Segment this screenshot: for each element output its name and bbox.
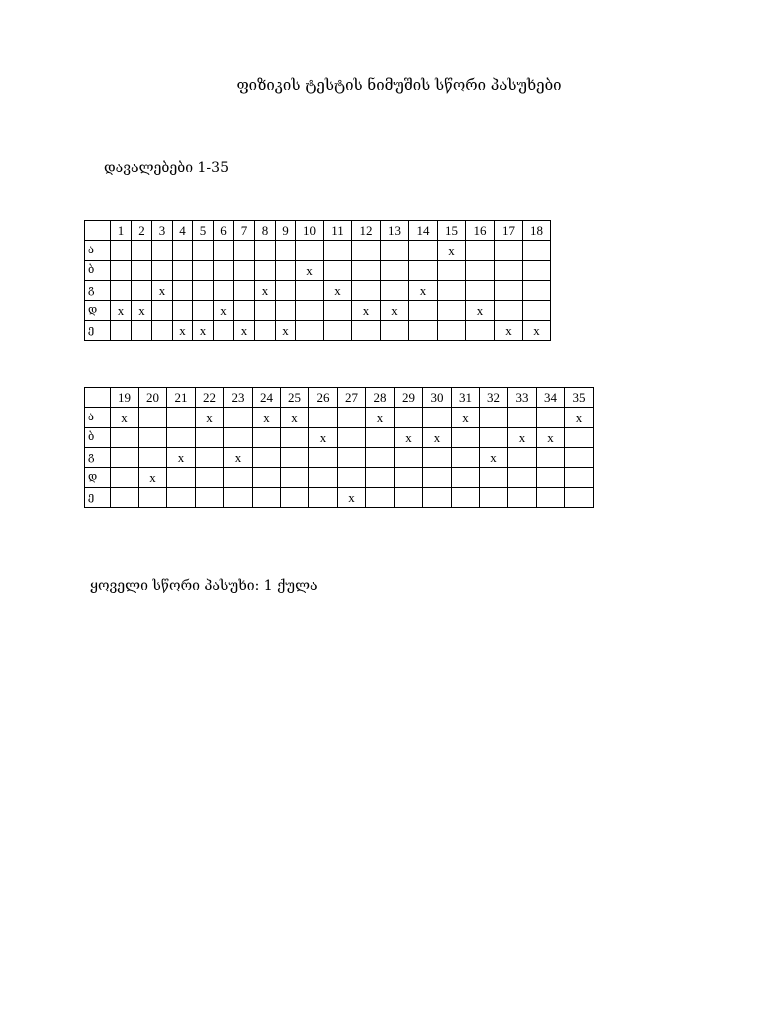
- option-label: ა: [85, 408, 111, 428]
- question-number-row: [85, 388, 594, 408]
- answer-cell: [253, 488, 281, 508]
- answer-cell: [452, 448, 480, 468]
- question-number-10: 10: [296, 221, 324, 241]
- answer-cell: [214, 241, 234, 261]
- answer-cell: [234, 241, 255, 261]
- answer-cell: [281, 468, 309, 488]
- answer-cell: [139, 428, 167, 448]
- option-row: [85, 488, 594, 508]
- answer-cell: [495, 261, 523, 281]
- answer-cell: [255, 321, 276, 341]
- question-number-14: 14: [409, 221, 438, 241]
- answer-table-1-18: [84, 220, 551, 341]
- answer-cell: [111, 281, 132, 301]
- tasks-range-label: დავალებები 1-35: [104, 160, 229, 176]
- answer-cell: [523, 281, 551, 301]
- answer-cell: [338, 408, 366, 428]
- option-row: [85, 448, 594, 468]
- answer-cell: [224, 468, 253, 488]
- answer-cell: [452, 488, 480, 508]
- answer-cell: [381, 321, 409, 341]
- answer-cell: [111, 241, 132, 261]
- answer-mark-q11: x: [324, 281, 352, 301]
- answer-cell: [193, 241, 214, 261]
- question-number-2: 2: [132, 221, 152, 241]
- answer-cell: [276, 301, 296, 321]
- answer-cell: [276, 241, 296, 261]
- answer-mark-q28: x: [366, 408, 395, 428]
- answer-cell: [111, 468, 139, 488]
- answer-cell: [423, 488, 452, 508]
- answer-cell: [152, 321, 173, 341]
- answer-cell: [409, 321, 438, 341]
- answer-mark-q26: x: [309, 428, 338, 448]
- answer-cell: [281, 448, 309, 468]
- answer-mark-q18: x: [523, 321, 551, 341]
- answer-cell: [565, 428, 594, 448]
- answer-cell: [255, 241, 276, 261]
- answer-cell: [111, 261, 132, 281]
- question-number-18: 18: [523, 221, 551, 241]
- answer-cell: [167, 488, 196, 508]
- answer-cell: [132, 241, 152, 261]
- answer-cell: [409, 301, 438, 321]
- answer-cell: [281, 428, 309, 448]
- answer-cell: [480, 488, 508, 508]
- answer-cell: [352, 261, 381, 281]
- answer-mark-q35: x: [565, 408, 594, 428]
- answer-mark-q1: x: [111, 301, 132, 321]
- question-number-19: 19: [111, 388, 139, 408]
- answer-cell: [565, 448, 594, 468]
- answer-cell: [234, 261, 255, 281]
- answer-cell: [395, 448, 423, 468]
- question-number-7: 7: [234, 221, 255, 241]
- answer-cell: [381, 281, 409, 301]
- answer-mark-q17: x: [495, 321, 523, 341]
- question-number-25: 25: [281, 388, 309, 408]
- answer-cell: [395, 408, 423, 428]
- option-row: [85, 408, 594, 428]
- question-number-29: 29: [395, 388, 423, 408]
- answer-cell: [173, 241, 193, 261]
- answer-cell: [466, 241, 495, 261]
- answer-mark-q3: x: [152, 281, 173, 301]
- question-number-16: 16: [466, 221, 495, 241]
- answer-cell: [395, 488, 423, 508]
- answer-cell: [167, 468, 196, 488]
- question-number-24: 24: [253, 388, 281, 408]
- answer-cell: [139, 408, 167, 428]
- answer-mark-q22: x: [196, 408, 224, 428]
- answer-mark-q19: x: [111, 408, 139, 428]
- question-number-33: 33: [508, 388, 537, 408]
- answer-mark-q10: x: [296, 261, 324, 281]
- answer-mark-q14: x: [409, 281, 438, 301]
- question-number-23: 23: [224, 388, 253, 408]
- answer-cell: [152, 261, 173, 281]
- question-number-30: 30: [423, 388, 452, 408]
- question-number-27: 27: [338, 388, 366, 408]
- answer-cell: [276, 261, 296, 281]
- answer-mark-q24: x: [253, 408, 281, 428]
- answer-cell: [438, 321, 466, 341]
- answer-mark-q33: x: [508, 428, 537, 448]
- answer-cell: [173, 261, 193, 281]
- option-row: [85, 428, 594, 448]
- answer-cell: [537, 448, 565, 468]
- answer-cell: [324, 241, 352, 261]
- answer-mark-q7: x: [234, 321, 255, 341]
- answer-cell: [366, 448, 395, 468]
- answer-cell: [193, 301, 214, 321]
- answer-cell: [508, 408, 537, 428]
- option-label: ე: [85, 321, 111, 341]
- answer-mark-q13: x: [381, 301, 409, 321]
- answer-cell: [111, 488, 139, 508]
- question-number-31: 31: [452, 388, 480, 408]
- option-row: [85, 301, 551, 321]
- answer-mark-q4: x: [173, 321, 193, 341]
- question-number-6: 6: [214, 221, 234, 241]
- answer-cell: [523, 301, 551, 321]
- answer-cell: [214, 261, 234, 281]
- answer-cell: [409, 241, 438, 261]
- option-label: ბ: [85, 428, 111, 448]
- answer-cell: [480, 428, 508, 448]
- answer-cell: [111, 428, 139, 448]
- answer-cell: [253, 468, 281, 488]
- answer-cell: [234, 281, 255, 301]
- answer-cell: [495, 281, 523, 301]
- option-row: [85, 468, 594, 488]
- answer-cell: [196, 428, 224, 448]
- answer-mark-q6: x: [214, 301, 234, 321]
- answer-mark-q34: x: [537, 428, 565, 448]
- answer-cell: [152, 301, 173, 321]
- answer-cell: [132, 281, 152, 301]
- answer-mark-q16: x: [466, 301, 495, 321]
- answer-cell: [495, 241, 523, 261]
- answer-cell: [352, 281, 381, 301]
- answer-cell: [537, 488, 565, 508]
- answer-cell: [132, 261, 152, 281]
- answer-cell: [466, 281, 495, 301]
- question-number-row: [85, 221, 551, 241]
- answer-cell: [438, 261, 466, 281]
- answer-cell: [253, 428, 281, 448]
- answer-mark-q21: x: [167, 448, 196, 468]
- answer-cell: [309, 448, 338, 468]
- option-label: ბ: [85, 261, 111, 281]
- question-number-17: 17: [495, 221, 523, 241]
- answer-cell: [214, 281, 234, 301]
- answer-table-19-35: [84, 387, 594, 508]
- scoring-note: ყოველი სწორი პასუხი: 1 ქულა: [90, 578, 318, 594]
- question-number-1: 1: [111, 221, 132, 241]
- answer-cell: [296, 321, 324, 341]
- answer-cell: [438, 301, 466, 321]
- answer-cell: [276, 281, 296, 301]
- page-title: ფიზიკის ტესტის ნიმუშის სწორი პასუხები: [236, 76, 562, 94]
- answer-cell: [173, 301, 193, 321]
- option-row: [85, 241, 551, 261]
- answer-cell: [366, 428, 395, 448]
- answer-cell: [152, 241, 173, 261]
- answer-cell: [224, 488, 253, 508]
- answer-cell: [423, 448, 452, 468]
- option-label: გ: [85, 281, 111, 301]
- answer-cell: [132, 321, 152, 341]
- answer-cell: [338, 428, 366, 448]
- answer-cell: [173, 281, 193, 301]
- answer-cell: [111, 448, 139, 468]
- answer-cell: [193, 261, 214, 281]
- answer-mark-q32: x: [480, 448, 508, 468]
- answer-mark-q25: x: [281, 408, 309, 428]
- answer-cell: [438, 281, 466, 301]
- answer-cell: [309, 488, 338, 508]
- answer-cell: [196, 488, 224, 508]
- question-number-34: 34: [537, 388, 565, 408]
- answer-cell: [423, 468, 452, 488]
- question-number-35: 35: [565, 388, 594, 408]
- option-label: ა: [85, 241, 111, 261]
- answer-cell: [338, 468, 366, 488]
- answer-cell: [423, 408, 452, 428]
- answer-cell: [466, 261, 495, 281]
- answer-mark-q29: x: [395, 428, 423, 448]
- answer-cell: [296, 241, 324, 261]
- answer-cell: [523, 241, 551, 261]
- answer-mark-q20: x: [139, 468, 167, 488]
- option-label: დ: [85, 468, 111, 488]
- answer-cell: [452, 428, 480, 448]
- option-row: [85, 261, 551, 281]
- answer-cell: [508, 448, 537, 468]
- answer-cell: [309, 468, 338, 488]
- answer-cell: [395, 468, 423, 488]
- answer-cell: [352, 241, 381, 261]
- answer-cell: [309, 408, 338, 428]
- answer-cell: [381, 261, 409, 281]
- answer-cell: [338, 448, 366, 468]
- answer-cell: [452, 468, 480, 488]
- question-number-8: 8: [255, 221, 276, 241]
- question-number-15: 15: [438, 221, 466, 241]
- answer-cell: [366, 488, 395, 508]
- answer-cell: [495, 301, 523, 321]
- answer-cell: [324, 321, 352, 341]
- answer-cell: [193, 281, 214, 301]
- question-number-20: 20: [139, 388, 167, 408]
- question-number-3: 3: [152, 221, 173, 241]
- answer-cell: [537, 408, 565, 428]
- answer-cell: [381, 241, 409, 261]
- answer-cell: [523, 261, 551, 281]
- answer-cell: [253, 448, 281, 468]
- option-label: დ: [85, 301, 111, 321]
- option-row: [85, 281, 551, 301]
- answer-cell: [565, 488, 594, 508]
- question-number-9: 9: [276, 221, 296, 241]
- answer-cell: [167, 428, 196, 448]
- answer-cell: [565, 468, 594, 488]
- answer-mark-q8: x: [255, 281, 276, 301]
- answer-cell: [352, 321, 381, 341]
- answer-cell: [196, 448, 224, 468]
- answer-mark-q9: x: [276, 321, 296, 341]
- answer-cell: [324, 261, 352, 281]
- answer-cell: [508, 488, 537, 508]
- answer-cell: [281, 488, 309, 508]
- option-label: ე: [85, 488, 111, 508]
- answer-cell: [466, 321, 495, 341]
- answer-cell: [214, 321, 234, 341]
- answer-cell: [480, 408, 508, 428]
- answer-cell: [296, 301, 324, 321]
- question-number-11: 11: [324, 221, 352, 241]
- answer-mark-q27: x: [338, 488, 366, 508]
- answer-cell: [324, 301, 352, 321]
- answer-mark-q2: x: [132, 301, 152, 321]
- answer-cell: [366, 468, 395, 488]
- answer-cell: [255, 301, 276, 321]
- answer-cell: [255, 261, 276, 281]
- question-number-28: 28: [366, 388, 395, 408]
- answer-mark-q30: x: [423, 428, 452, 448]
- question-number-22: 22: [196, 388, 224, 408]
- question-number-32: 32: [480, 388, 508, 408]
- answer-cell: [234, 301, 255, 321]
- corner-cell: [85, 388, 111, 408]
- answer-cell: [296, 281, 324, 301]
- answer-cell: [139, 488, 167, 508]
- question-number-12: 12: [352, 221, 381, 241]
- answer-cell: [480, 468, 508, 488]
- option-label: გ: [85, 448, 111, 468]
- answer-cell: [224, 428, 253, 448]
- answer-cell: [111, 321, 132, 341]
- answer-mark-q5: x: [193, 321, 214, 341]
- question-number-26: 26: [309, 388, 338, 408]
- answer-cell: [167, 408, 196, 428]
- answer-mark-q31: x: [452, 408, 480, 428]
- answer-cell: [537, 468, 565, 488]
- corner-cell: [85, 221, 111, 241]
- answer-cell: [508, 468, 537, 488]
- question-number-13: 13: [381, 221, 409, 241]
- option-row: [85, 321, 551, 341]
- answer-mark-q15: x: [438, 241, 466, 261]
- answer-cell: [139, 448, 167, 468]
- question-number-21: 21: [167, 388, 196, 408]
- question-number-4: 4: [173, 221, 193, 241]
- answer-cell: [409, 261, 438, 281]
- answer-mark-q23: x: [224, 448, 253, 468]
- question-number-5: 5: [193, 221, 214, 241]
- answer-cell: [196, 468, 224, 488]
- answer-cell: [224, 408, 253, 428]
- answer-mark-q12: x: [352, 301, 381, 321]
